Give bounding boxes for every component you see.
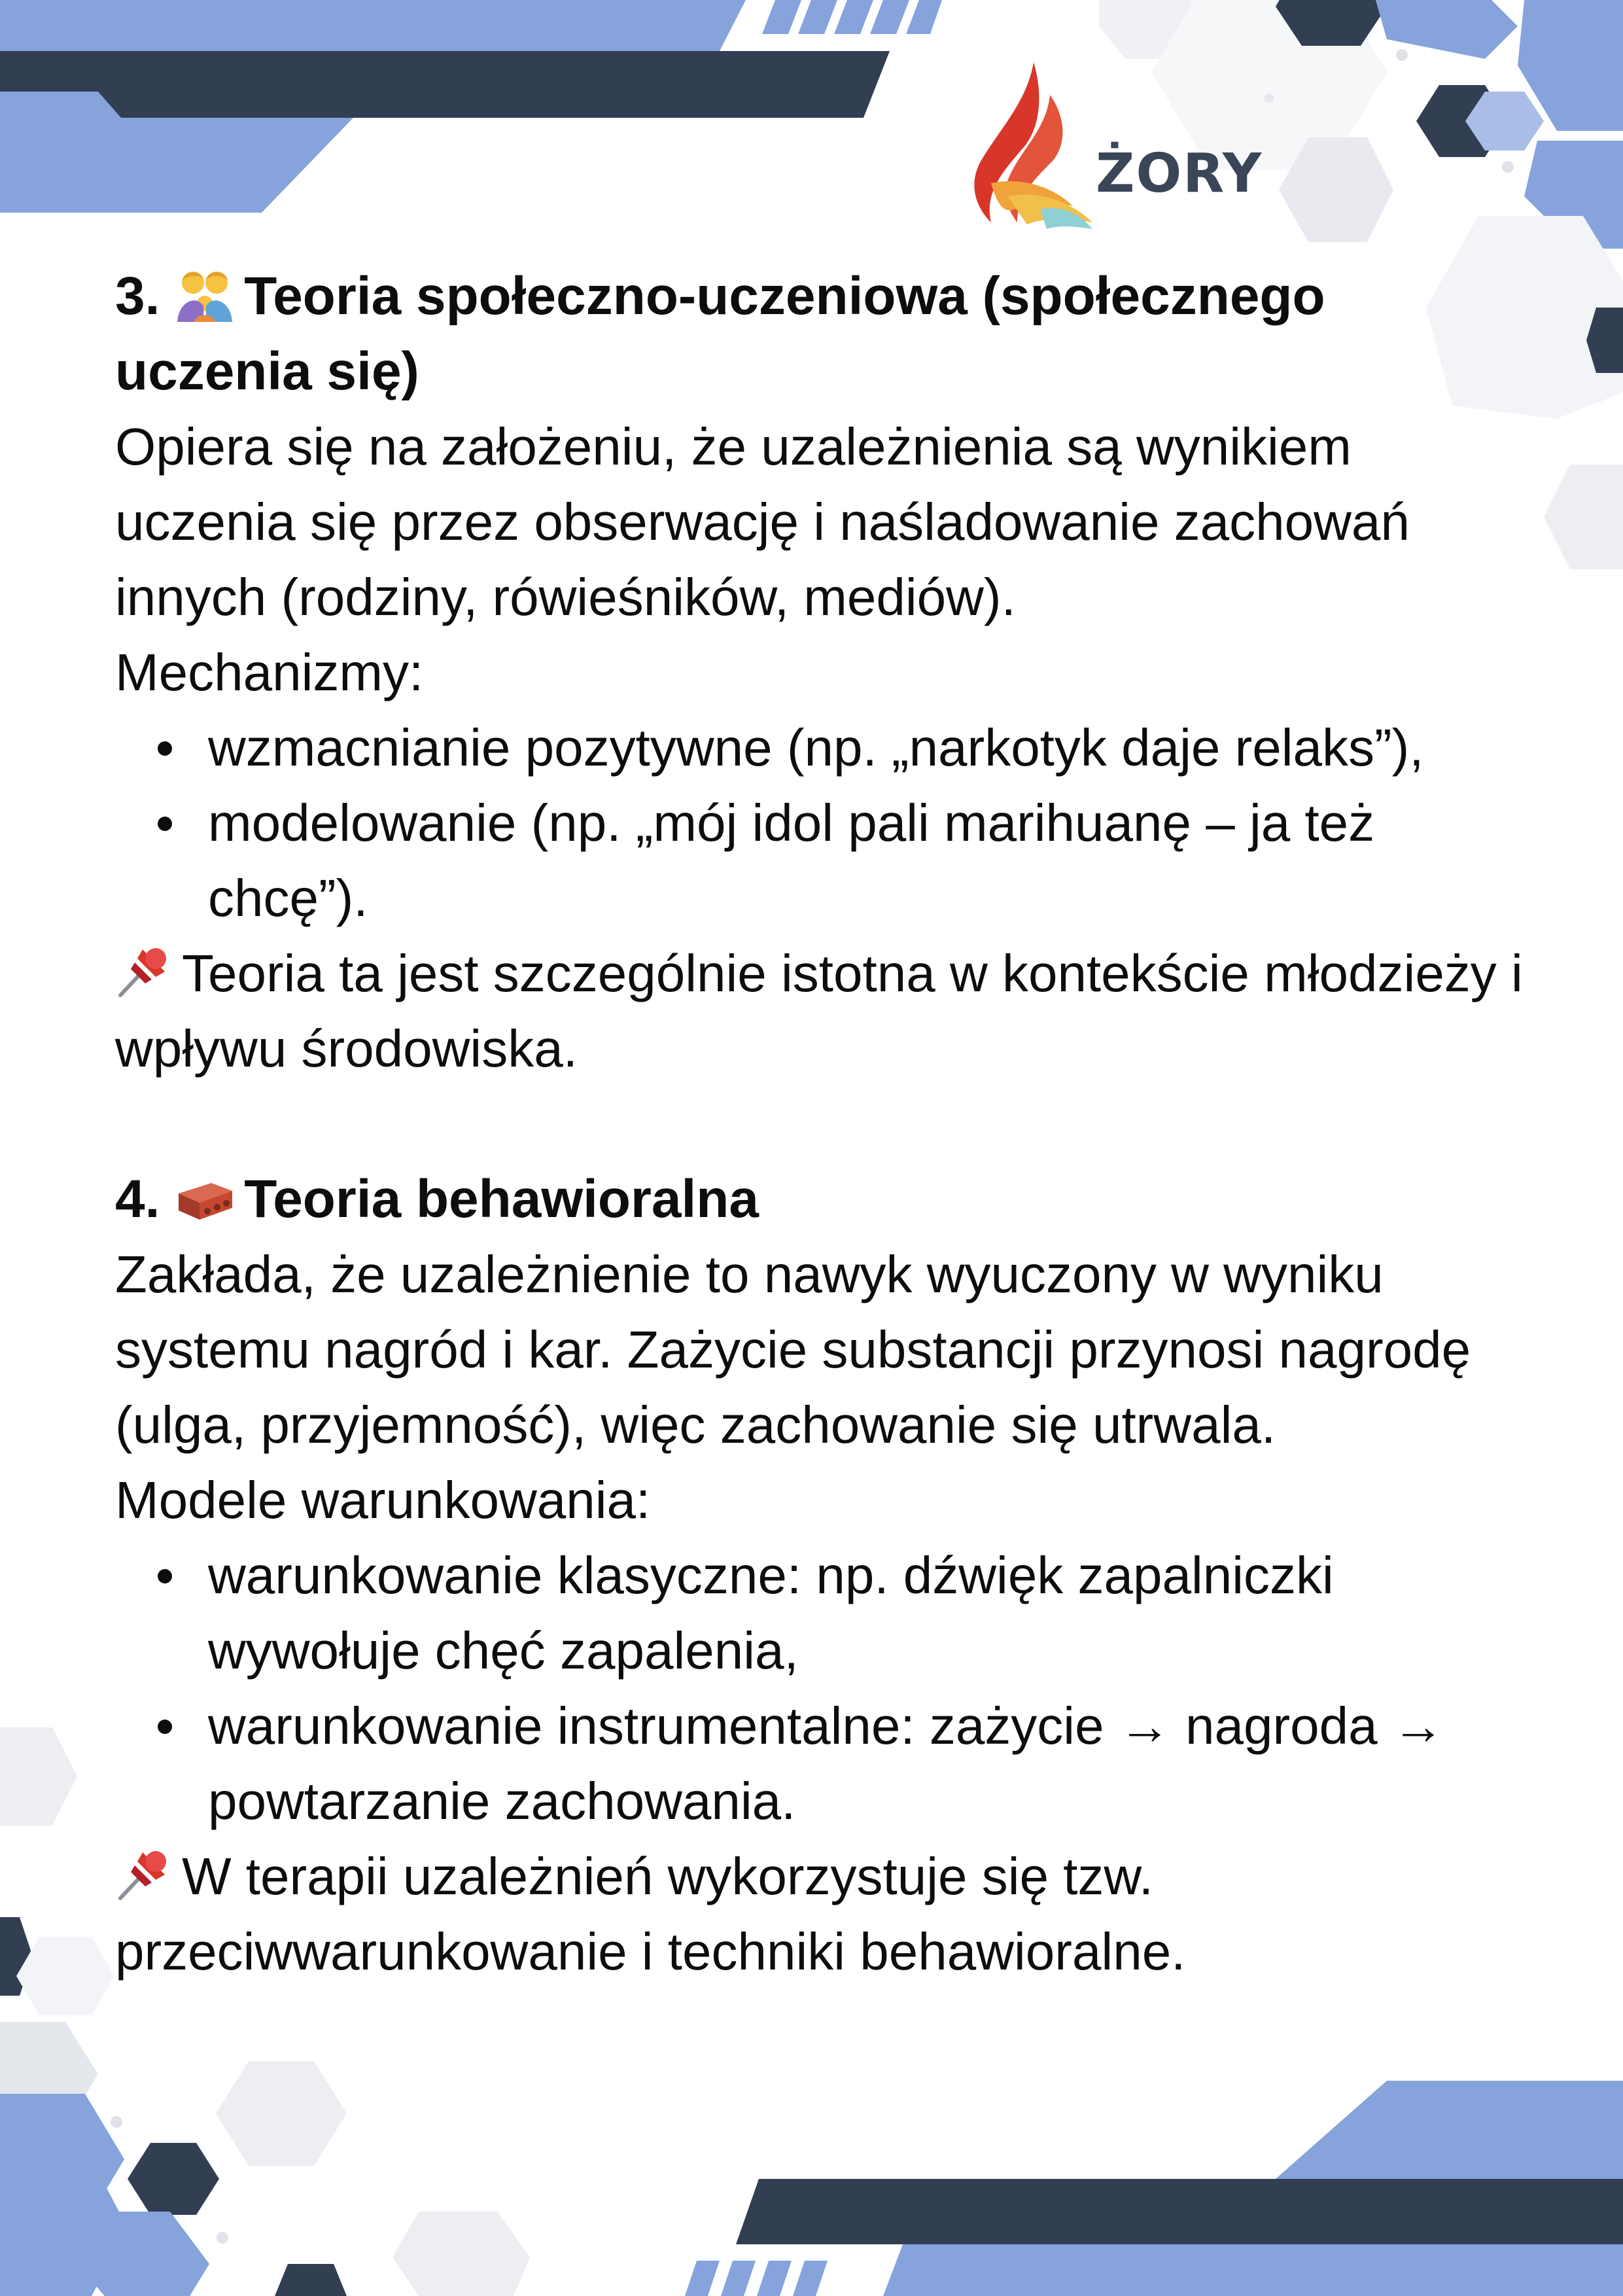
hex-bl-gray-3	[216, 2061, 347, 2166]
hex-bl-navy-3	[275, 2264, 347, 2296]
section-4-heading	[115, 1161, 1535, 1237]
list-item: warunkowanie klasyczne: np. dźwięk zapalniczki wywołuje chęć zapalenia,	[208, 1538, 1535, 1688]
section-4-number: 4.	[115, 1169, 160, 1229]
section-3-intro: Opiera się na założeniu, że uzależnienia są wynikiem uczenia się przez obserwację i naśladowanie zachowań innych (rodziny, rówieśników, mediów).	[115, 417, 1410, 626]
logo-wordmark: ŻORY	[1096, 143, 1263, 205]
section-3-note-text: Teoria ta jest szczególnie istotna w kontekście młodzieży i wpływu środowiska.	[115, 944, 1523, 1078]
top-blue-band	[0, 0, 746, 51]
section-4-title: Teoria behawioralna	[244, 1169, 759, 1229]
section-3-list	[115, 710, 1535, 936]
hex-bl-gray-4	[393, 2212, 530, 2296]
hex-tr-blue-1	[1374, 0, 1518, 59]
section-spacer	[115, 1086, 1535, 1161]
dot-bl-1	[111, 2116, 122, 2128]
bottom-blue-band	[883, 2244, 1623, 2296]
pushpin-icon	[115, 1846, 171, 1902]
people-icon	[175, 267, 235, 322]
top-stripe-1	[762, 0, 801, 34]
bottom-stripe-1	[685, 2261, 720, 2296]
top-stripe-4	[870, 0, 909, 34]
dot-tr-1	[1396, 49, 1408, 61]
bottom-stripe-2	[721, 2261, 756, 2296]
document-body	[115, 258, 1535, 1989]
pushpin-icon	[115, 943, 171, 999]
section-4-note-text: W terapii uzależnień wykorzystuje się tzw. przeciwwarunkowanie i techniki behawioralne.	[115, 1847, 1186, 1981]
bottom-blue-block	[1276, 2081, 1623, 2179]
top-stripe-3	[834, 0, 873, 34]
hex-bl-gray-2	[16, 1937, 114, 2015]
list-item: wzmacnianie pozytywne (np. „narkotyk daje relaks”),	[208, 710, 1535, 785]
section-3-note	[115, 936, 1535, 1086]
brick-icon	[175, 1170, 235, 1225]
section-3-number: 3.	[115, 266, 160, 326]
bottom-navy-band	[736, 2179, 1623, 2244]
section-3-title: Teoria społeczno-uczeniowa (społecznego uczenia się)	[115, 266, 1325, 401]
section-3-heading	[115, 258, 1535, 409]
hex-tr-gray-4	[1544, 465, 1623, 569]
dot-tr-3	[1265, 94, 1274, 103]
top-navy-band	[0, 51, 890, 118]
hex-bl-navy-2	[128, 2143, 219, 2215]
section-4-note	[115, 1839, 1535, 1989]
top-stripe-2	[798, 0, 837, 34]
list-item: modelowanie (np. „mój idol pali marihuanę – ja też chcę”).	[208, 785, 1535, 936]
section-4-intro: Zakłada, że uzależnienie to nawyk wyuczony w wyniku systemu nagród i kar. Zażycie substancji przynosi nagrodę (ulga, przyjemność), więc zachowanie się utrwala.	[115, 1245, 1471, 1454]
dot-bl-2	[217, 2232, 228, 2244]
section-4-list-label: Modele warunkowania:	[115, 1471, 651, 1529]
section-3-list-label: Mechanizmy:	[115, 643, 424, 701]
bottom-stripe-4	[793, 2261, 828, 2296]
hex-left-gray	[0, 1727, 77, 1826]
list-item: warunkowanie instrumentalne: zażycie → nagroda → powtarzanie zachowania.	[208, 1688, 1535, 1839]
section-4-list	[115, 1538, 1535, 1839]
top-stripe-5	[906, 0, 942, 34]
bottom-stripe-3	[757, 2261, 792, 2296]
dot-tr-2	[1502, 161, 1514, 173]
